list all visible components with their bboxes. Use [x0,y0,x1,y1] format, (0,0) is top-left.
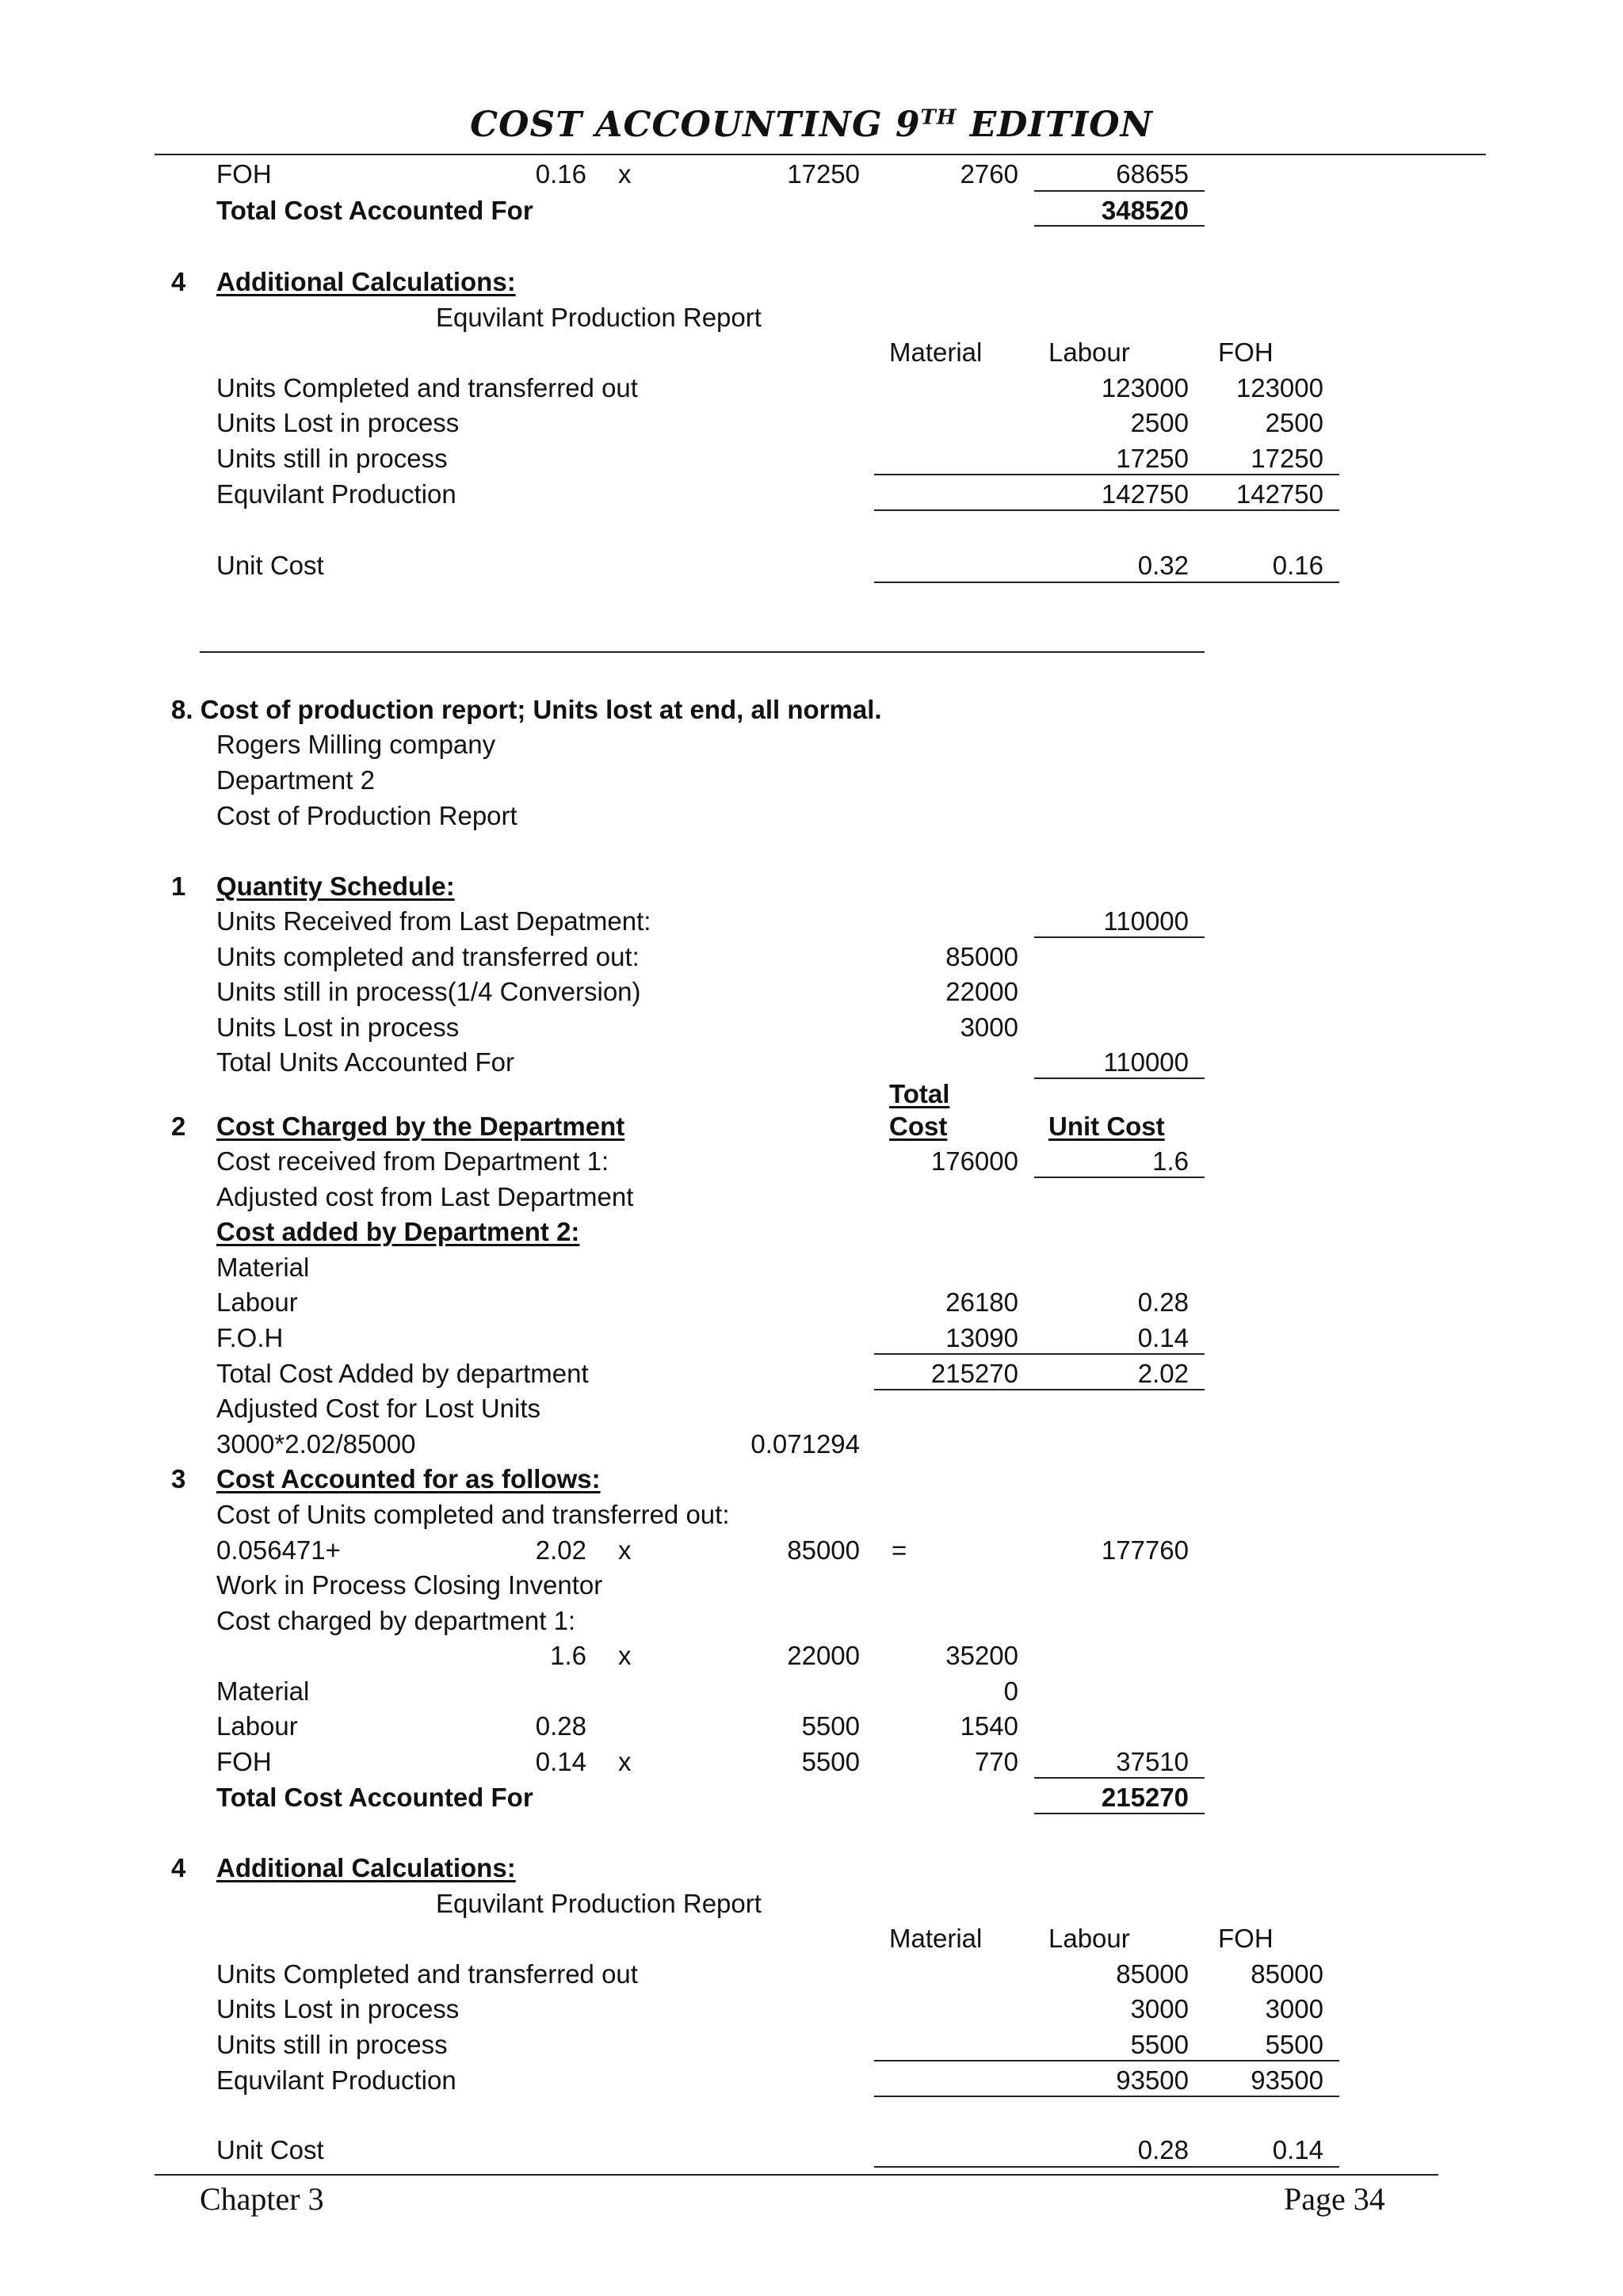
qty-completed-label: Units completed and transferred out: [216,942,640,971]
col-labour: Labour [1048,1924,1130,1953]
total-accounted-label: Total Cost Accounted For [216,196,533,225]
material-label: Material [216,1253,310,1282]
calc-units: 85000 [787,1535,860,1565]
qty-in-process-label: Units still in process(1/4 Conversion) [216,977,641,1006]
foh-units: 17250 [787,159,860,189]
foh-label: FOH [216,159,272,189]
col-total-cost-line2: Cost [889,1112,948,1141]
completed-cost-label: Cost of Units completed and transferred out: [216,1500,730,1529]
calc-total: 177760 [1101,1535,1189,1565]
unit-cost-foh: 0.16 [1272,551,1323,580]
row-label: Equvilant Production [216,2065,456,2095]
labour-total: 26180 [945,1287,1018,1317]
foh-units: 5500 [801,1747,860,1776]
foh-amount: 770 [974,1747,1018,1776]
total-added-label: Total Cost Added by department [216,1359,589,1388]
dept1-amount: 35200 [945,1641,1018,1670]
foh-amount: 2760 [960,159,1018,189]
row-foh: 3000 [1265,1994,1323,2023]
section-number: 4 [171,267,186,296]
section-divider [200,651,1205,653]
adjusted-cost-label: Adjusted cost from Last Department [216,1182,634,1211]
total-accounted-value: 215270 [1101,1783,1189,1812]
section-heading: Additional Calculations: [216,1853,516,1882]
footer-rule [155,2174,1438,2176]
qty-in-process-value: 22000 [945,977,1018,1006]
charged-by-label: Cost charged by department 1: [216,1606,576,1635]
adjusted-lost-formula: 3000*2.02/85000 [216,1429,416,1459]
row-labour: 123000 [1101,373,1189,402]
row-label: Units Lost in process [216,408,460,437]
footer-chapter: Chapter 3 [200,2181,324,2217]
adjusted-lost-label: Adjusted Cost for Lost Units [216,1394,541,1423]
foh-total: 13090 [945,1323,1018,1352]
section-number: 4 [171,1853,186,1882]
col-foh: FOH [1218,338,1274,367]
row-labour: 3000 [1130,1994,1189,2023]
company-name: Rogers Milling company [216,730,496,759]
foh-label: F.O.H [216,1323,284,1352]
labour-amount: 1540 [960,1711,1018,1741]
header-rule [155,154,1486,155]
labour-units: 5500 [801,1711,860,1741]
unit-cost-labour: 0.32 [1137,551,1189,580]
problem-heading: 8. Cost of production report; Units lost at end, all normal. [171,695,882,724]
row-foh: 85000 [1251,1959,1323,1989]
times-sign: x [618,159,632,189]
col-material: Material [889,338,983,367]
row-labour: 17250 [1116,444,1189,473]
rule [874,509,1339,511]
calc-rate: 2.02 [535,1535,586,1565]
section-heading: Quantity Schedule: [216,871,455,901]
dept1-units: 22000 [787,1641,860,1670]
report-title: Equvilant Production Report [436,303,762,332]
total-accounted-label: Total Cost Accounted For [216,1783,533,1812]
rule [1034,1077,1205,1079]
page-header-title: COST ACCOUNTING 9TH EDITION [470,105,1153,145]
row-foh: 93500 [1251,2065,1323,2095]
cost-received-total: 176000 [930,1146,1018,1176]
qty-total-value: 110000 [1103,1047,1189,1077]
foh-total: 68655 [1116,159,1189,189]
rule [874,2166,1339,2168]
labour-label: Labour [216,1287,298,1317]
report-title: Equvilant Production Report [436,1889,762,1918]
section-number: 2 [171,1112,186,1141]
times-sign: x [618,1641,632,1670]
row-foh: 142750 [1235,479,1323,509]
section-number: 1 [171,871,186,901]
row-label: Units Lost in process [216,1994,460,2023]
row-label: Units Completed and transferred out [216,373,638,402]
times-sign: x [618,1535,632,1565]
labour-rate: 0.28 [535,1711,586,1741]
section-number: 3 [171,1464,186,1493]
equals-sign: = [892,1535,907,1565]
unit-cost-label: Unit Cost [216,2135,324,2164]
section-heading: Cost Accounted for as follows: [216,1464,601,1493]
foh-unit: 0.14 [1137,1323,1189,1352]
rule [1034,190,1205,192]
section-heading: Additional Calculations: [216,267,516,296]
row-labour: 93500 [1116,2065,1189,2095]
rule [1034,936,1205,938]
wip-total: 37510 [1116,1747,1189,1776]
row-foh: 5500 [1265,2030,1323,2059]
rule [874,1389,1205,1390]
row-labour: 142750 [1101,479,1189,509]
row-label: Equvilant Production [216,479,456,509]
cost-received-label: Cost received from Department 1: [216,1146,609,1176]
labour-unit: 0.28 [1137,1287,1189,1317]
cost-added-heading: Cost added by Department 2: [216,1217,580,1246]
row-foh: 2500 [1265,408,1323,437]
col-foh: FOH [1218,1924,1274,1953]
qty-lost-value: 3000 [960,1013,1018,1042]
rule [874,474,1339,475]
times-sign: x [618,1747,632,1776]
col-material: Material [889,1924,983,1953]
rule [874,2060,1339,2061]
rule [1034,1777,1205,1779]
rule [874,582,1339,583]
qty-received-value: 110000 [1103,906,1189,936]
foh-label: FOH [216,1747,272,1776]
dept1-rate: 1.6 [550,1641,586,1670]
foh-rate: 0.14 [535,1747,586,1776]
footer-page-number: Page 34 [1284,2181,1385,2217]
department-name: Department 2 [216,765,375,795]
row-label: Units still in process [216,2030,448,2059]
rule [874,1353,1205,1355]
cost-received-unit: 1.6 [1152,1146,1189,1176]
rule [1034,225,1205,227]
qty-lost-label: Units Lost in process [216,1013,460,1042]
qty-completed-value: 85000 [945,942,1018,971]
material-amount: 0 [1003,1676,1018,1706]
material-label: Material [216,1676,310,1706]
row-label: Units still in process [216,444,448,473]
calc-adjustment: 0.056471+ [216,1535,341,1565]
col-unit-cost: Unit Cost [1048,1112,1165,1141]
rule [1034,1813,1205,1814]
foh-rate: 0.16 [535,159,586,189]
col-total-cost-line1: Total [889,1079,950,1108]
qty-total-label: Total Units Accounted For [216,1047,515,1077]
row-labour: 85000 [1116,1959,1189,1989]
adjusted-lost-value: 0.071294 [750,1429,860,1459]
wip-label: Work in Process Closing Inventor [216,1570,603,1600]
col-labour: Labour [1048,338,1130,367]
row-foh: 17250 [1251,444,1323,473]
unit-cost-label: Unit Cost [216,551,324,580]
unit-cost-foh: 0.14 [1272,2135,1323,2164]
unit-cost-labour: 0.28 [1137,2135,1189,2164]
labour-label: Labour [216,1711,298,1741]
rule [874,2096,1339,2097]
row-labour: 2500 [1130,408,1189,437]
row-labour: 5500 [1130,2030,1189,2059]
row-label: Units Completed and transferred out [216,1959,638,1989]
report-name: Cost of Production Report [216,801,517,830]
row-foh: 123000 [1235,373,1323,402]
qty-received-label: Units Received from Last Depatment: [216,906,651,936]
total-added-unit: 2.02 [1137,1359,1189,1388]
section-heading: Cost Charged by the Department [216,1112,625,1141]
total-accounted-value: 348520 [1101,196,1189,225]
rule [1034,1177,1205,1178]
total-added-total: 215270 [930,1359,1018,1388]
